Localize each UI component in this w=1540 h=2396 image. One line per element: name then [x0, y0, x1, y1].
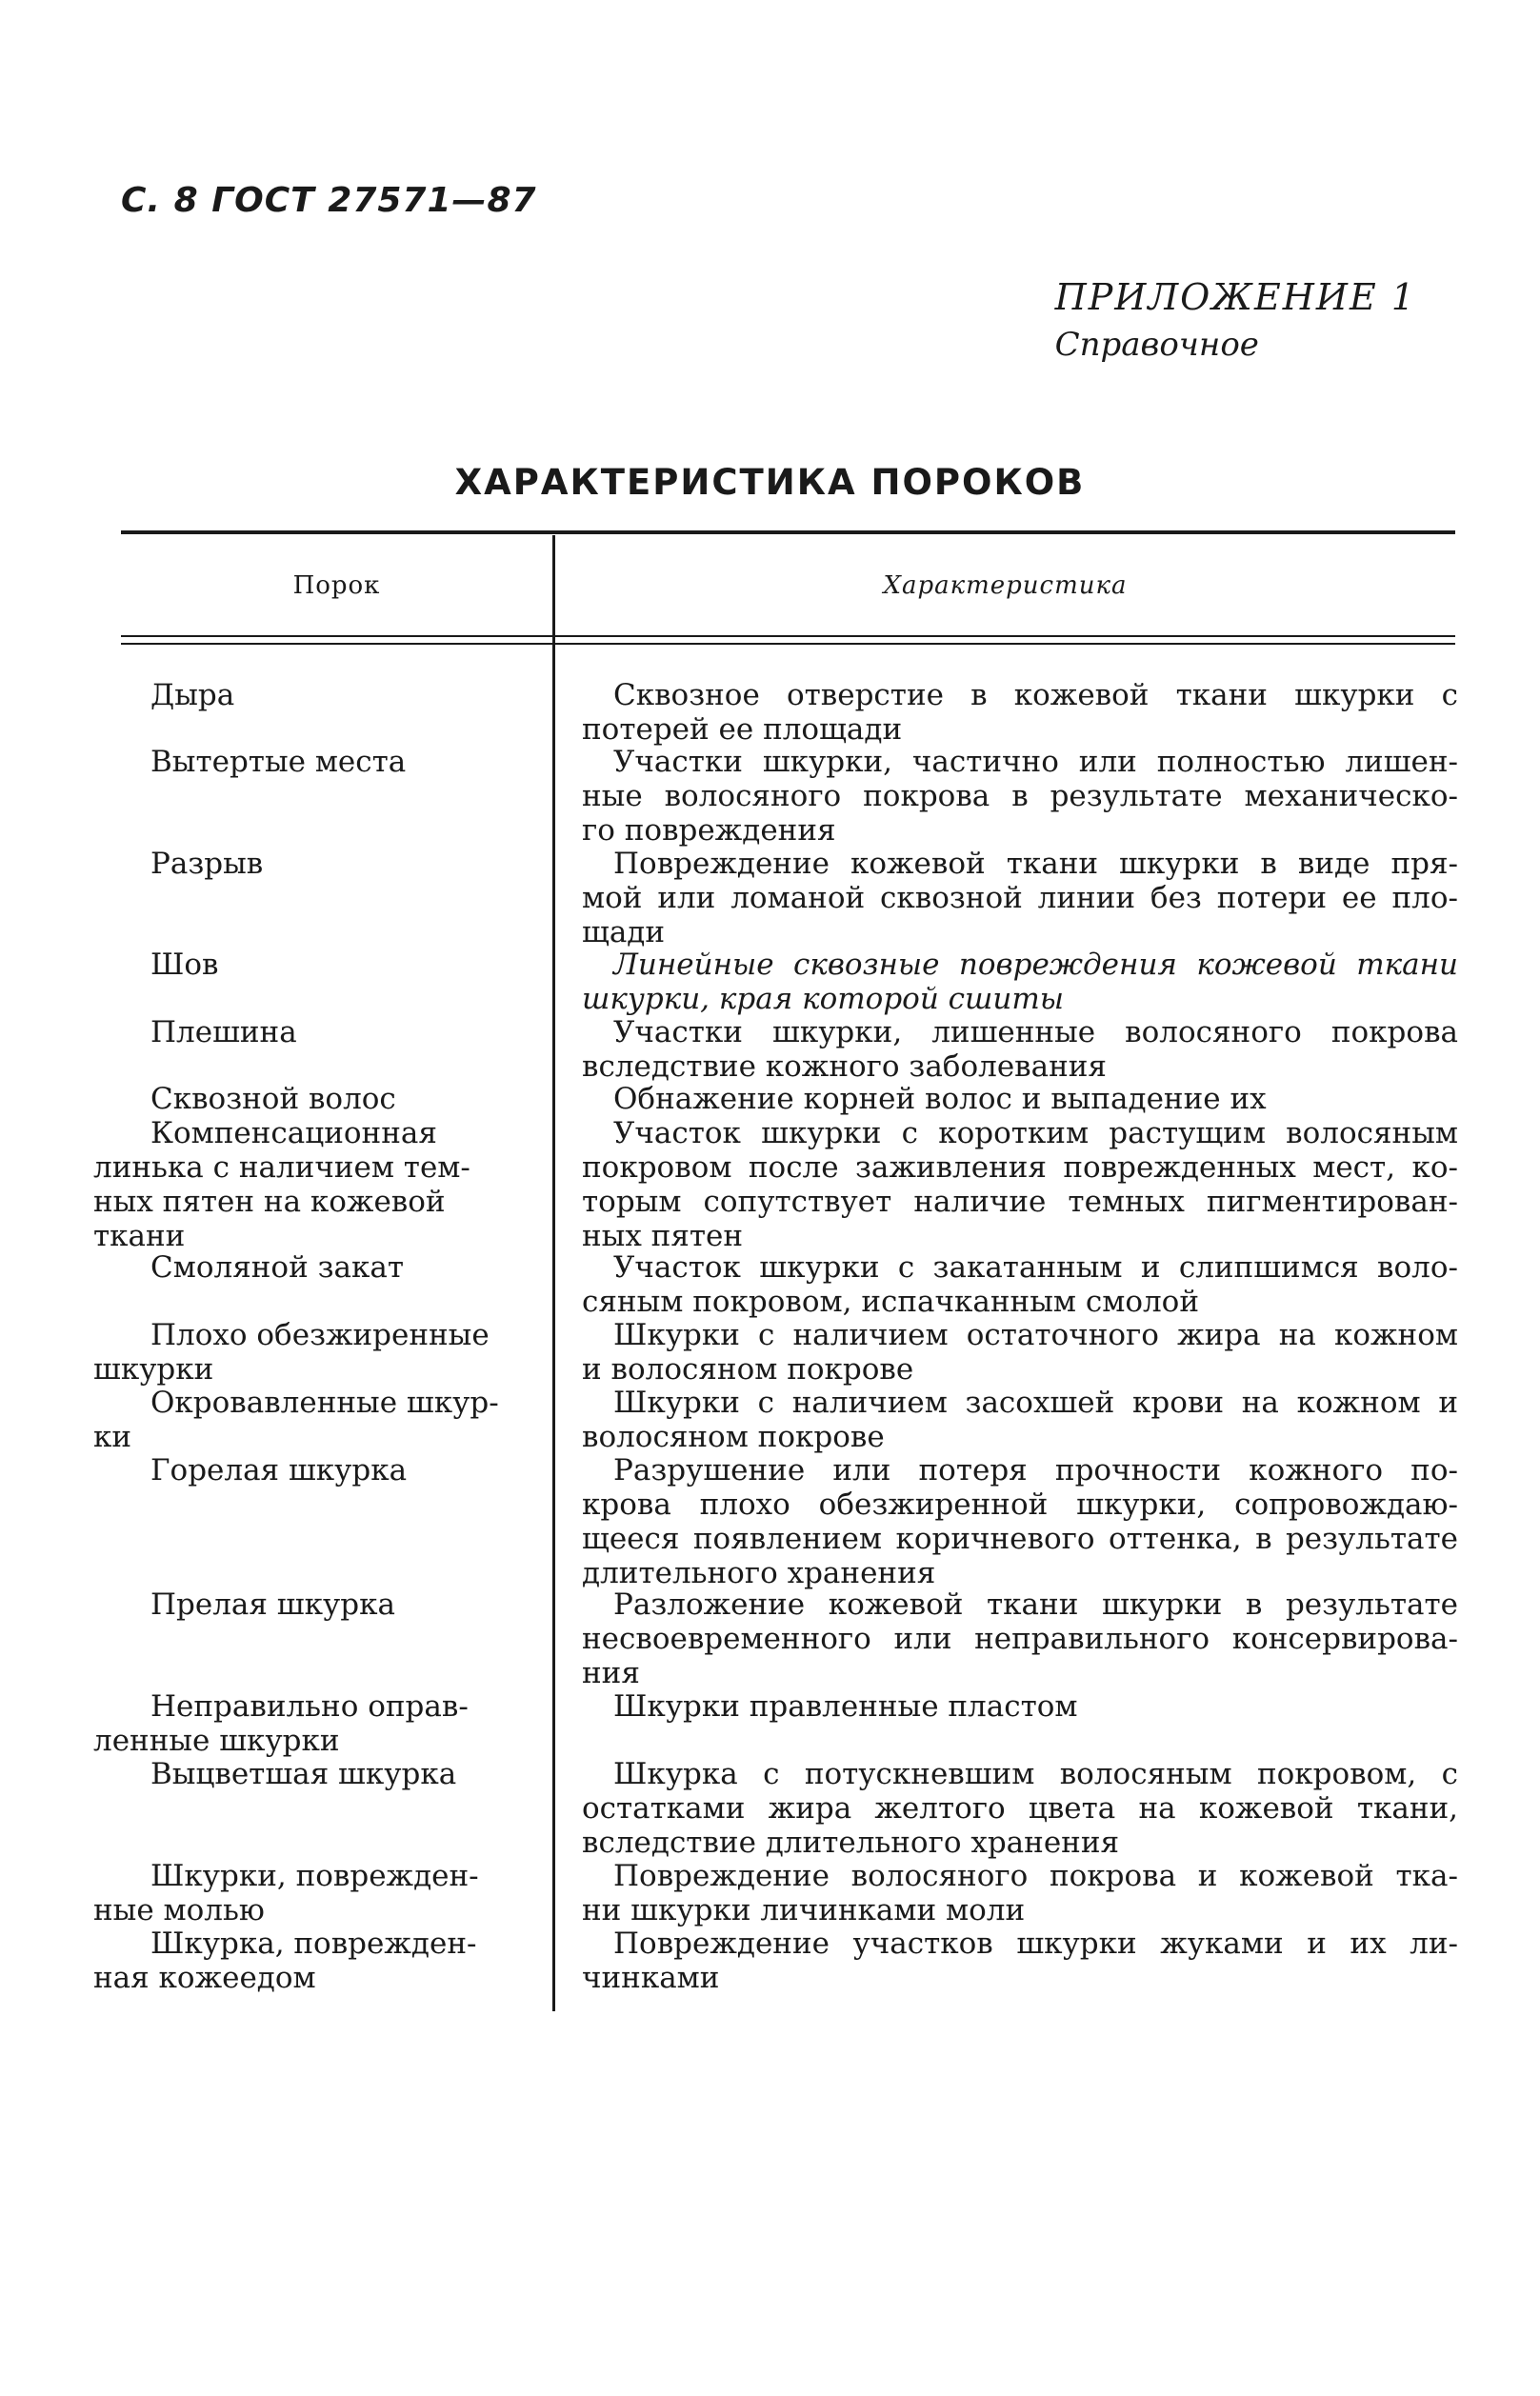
appendix-subtitle: Справочное — [1054, 326, 1259, 364]
characteristic-line: Участки шкурки, лишенные волосяного покрова — [613, 1015, 1458, 1049]
table-cell-defect — [93, 1116, 531, 1253]
characteristic-line: ных пятен — [582, 1219, 744, 1253]
table-cell-defect — [93, 1587, 531, 1622]
table-cell-defect — [93, 1859, 531, 1927]
characteristic-line: Сквозное отверстие в кожевой ткани шкурки с — [613, 678, 1458, 712]
characteristic-line: Разложение кожевой ткани шкурки в результате — [613, 1587, 1458, 1622]
table-cell-characteristic — [582, 1250, 1458, 1319]
characteristic-line: Обнажение корней волос и выпадение их — [613, 1082, 1267, 1116]
characteristic-line: длительного хранения — [582, 1556, 936, 1590]
characteristic-line: вследствие длительного хранения — [582, 1826, 1120, 1860]
defect-line: ткани — [93, 1219, 186, 1253]
document-title: ХАРАКТЕРИСТИКА ПОРОКОВ — [454, 462, 1086, 503]
defect-line: Дыра — [150, 678, 235, 712]
table-header-rule-2 — [121, 643, 1455, 645]
table-cell-characteristic — [582, 1859, 1458, 1927]
characteristic-line: Участки шкурки, частично или полностью лишен- — [613, 745, 1458, 779]
table-cell-defect — [93, 1689, 531, 1758]
characteristic-line: ния — [582, 1656, 640, 1690]
table-cell-defect — [93, 745, 531, 779]
table-cell-defect — [93, 948, 531, 982]
table-cell-characteristic — [582, 1318, 1458, 1387]
characteristic-line: щееся появлением коричневого оттенка, в результате — [582, 1522, 1458, 1556]
characteristic-line: Шкурки правленные пластом — [613, 1689, 1078, 1724]
table-cell-characteristic — [582, 1757, 1458, 1860]
characteristic-line: волосяном покрове — [582, 1420, 885, 1454]
characteristic-line: Повреждение участков шкурки жуками и их ли- — [613, 1927, 1458, 1961]
characteristic-line: сяным покровом, испачканным смолой — [582, 1285, 1200, 1319]
defect-line: ки — [93, 1420, 132, 1454]
characteristic-line: Участок шкурки с коротким растущим волосяным — [613, 1116, 1458, 1150]
table-cell-defect — [93, 847, 531, 881]
defect-line: ная кожеедом — [93, 1961, 316, 1995]
defect-line: Шкурки, поврежден- — [150, 1859, 479, 1893]
characteristic-line: Повреждение кожевой ткани шкурки в виде пря- — [613, 847, 1458, 881]
defect-line: Прелая шкурка — [150, 1587, 395, 1622]
table-cell-characteristic — [582, 1453, 1458, 1590]
characteristic-line: шкурки, края которой сшиты — [582, 982, 1065, 1016]
characteristic-line: потерей ее площади — [582, 712, 903, 747]
table-cell-characteristic — [582, 1689, 1458, 1724]
table-cell-characteristic — [582, 1082, 1458, 1116]
column-header-characteristic: Характеристика — [883, 571, 1128, 600]
defect-line: Разрыв — [150, 847, 264, 881]
table-cell-characteristic — [582, 1587, 1458, 1690]
characteristic-line: ные волосяного покрова в результате механическо- — [582, 779, 1458, 813]
table-cell-defect — [93, 1015, 531, 1049]
defect-line: Плешина — [150, 1015, 297, 1049]
defect-line: Компенсационная — [150, 1116, 437, 1150]
characteristic-line: вследствие кожного заболевания — [582, 1049, 1107, 1084]
characteristic-line: торым сопутствует наличие темных пигментирован- — [582, 1185, 1458, 1219]
characteristic-line: Шкурка с потускневшим волосяным покровом, с — [613, 1757, 1458, 1791]
table-cell-characteristic — [582, 678, 1458, 747]
table-cell-defect — [93, 1318, 531, 1387]
table-cell-defect — [93, 1386, 531, 1454]
column-header-defect: Порок — [292, 571, 381, 600]
table-cell-characteristic — [582, 745, 1458, 848]
table-cell-defect — [93, 678, 531, 712]
table-cell-characteristic — [582, 1116, 1458, 1253]
appendix-block — [1055, 276, 1416, 364]
characteristic-line: Шкурки с наличием засохшей крови на кожном и — [613, 1386, 1458, 1420]
characteristic-line: Участок шкурки с закатанным и слипшимся воло- — [613, 1250, 1458, 1285]
characteristic-line: Разрушение или потеря прочности кожного по- — [613, 1453, 1458, 1488]
characteristic-line: покровом после заживления поврежденных мест, ко- — [582, 1150, 1458, 1185]
table-cell-characteristic — [582, 1015, 1458, 1084]
table-cell-characteristic — [582, 948, 1458, 1016]
defect-line: шкурки — [93, 1352, 214, 1387]
defect-line: линька с наличием тем- — [93, 1150, 470, 1185]
table-column-divider — [552, 535, 555, 2011]
defect-line: Горелая шкурка — [150, 1453, 408, 1488]
characteristic-line: чинками — [582, 1961, 720, 1995]
defect-line: ных пятен на кожевой — [93, 1185, 446, 1219]
defect-line: Сквозной волос — [150, 1082, 396, 1116]
table-cell-defect — [93, 1757, 531, 1791]
defect-line: Окровавленные шкур- — [150, 1386, 499, 1420]
defect-line: Шкурка, поврежден- — [150, 1927, 477, 1961]
table-cell-defect — [93, 1250, 531, 1285]
defect-line: Шов — [150, 948, 219, 982]
table-cell-defect — [93, 1927, 531, 1995]
characteristic-line: щади — [582, 915, 666, 949]
table-cell-characteristic — [582, 1927, 1458, 1995]
characteristic-line: мой или ломаной сквозной линии без потери ее пло- — [582, 881, 1458, 915]
characteristic-line: Линейные сквозные повреждения кожевой ткани — [613, 948, 1458, 982]
characteristic-line: ни шкурки личинками моли — [582, 1893, 1026, 1927]
defect-line: Смоляной закат — [150, 1250, 404, 1285]
page-reference: С. 8 ГОСТ 27571—87 — [121, 181, 537, 220]
characteristic-line: несвоевременного или неправильного консервирова- — [582, 1622, 1458, 1656]
table-cell-characteristic — [582, 847, 1458, 949]
characteristic-line: Шкурки с наличием остаточного жира на кожном — [613, 1318, 1458, 1352]
defect-line: Вытертые места — [150, 745, 407, 779]
characteristic-line: остатками жира желтого цвета на кожевой ткани, — [582, 1791, 1458, 1826]
table-cell-defect — [93, 1453, 531, 1488]
appendix-title: ПРИЛОЖЕНИЕ 1 — [1054, 276, 1416, 318]
characteristic-line: Повреждение волосяного покрова и кожевой тка- — [613, 1859, 1458, 1893]
defect-line: Плохо обезжиренные — [150, 1318, 490, 1352]
characteristic-line: крова плохо обезжиренной шкурки, сопровождаю- — [582, 1488, 1458, 1522]
table-cell-characteristic — [582, 1386, 1458, 1454]
defect-line: Выцветшая шкурка — [150, 1757, 457, 1791]
table-top-rule — [121, 530, 1455, 534]
table-cell-defect — [93, 1082, 531, 1116]
characteristic-line: го повреждения — [582, 813, 836, 848]
defect-line: Неправильно оправ- — [150, 1689, 469, 1724]
defect-line: ленные шкурки — [93, 1724, 340, 1758]
defect-line: ные молью — [93, 1893, 265, 1927]
table-header-rule-1 — [121, 635, 1455, 637]
characteristic-line: и волосяном покрове — [582, 1352, 914, 1387]
